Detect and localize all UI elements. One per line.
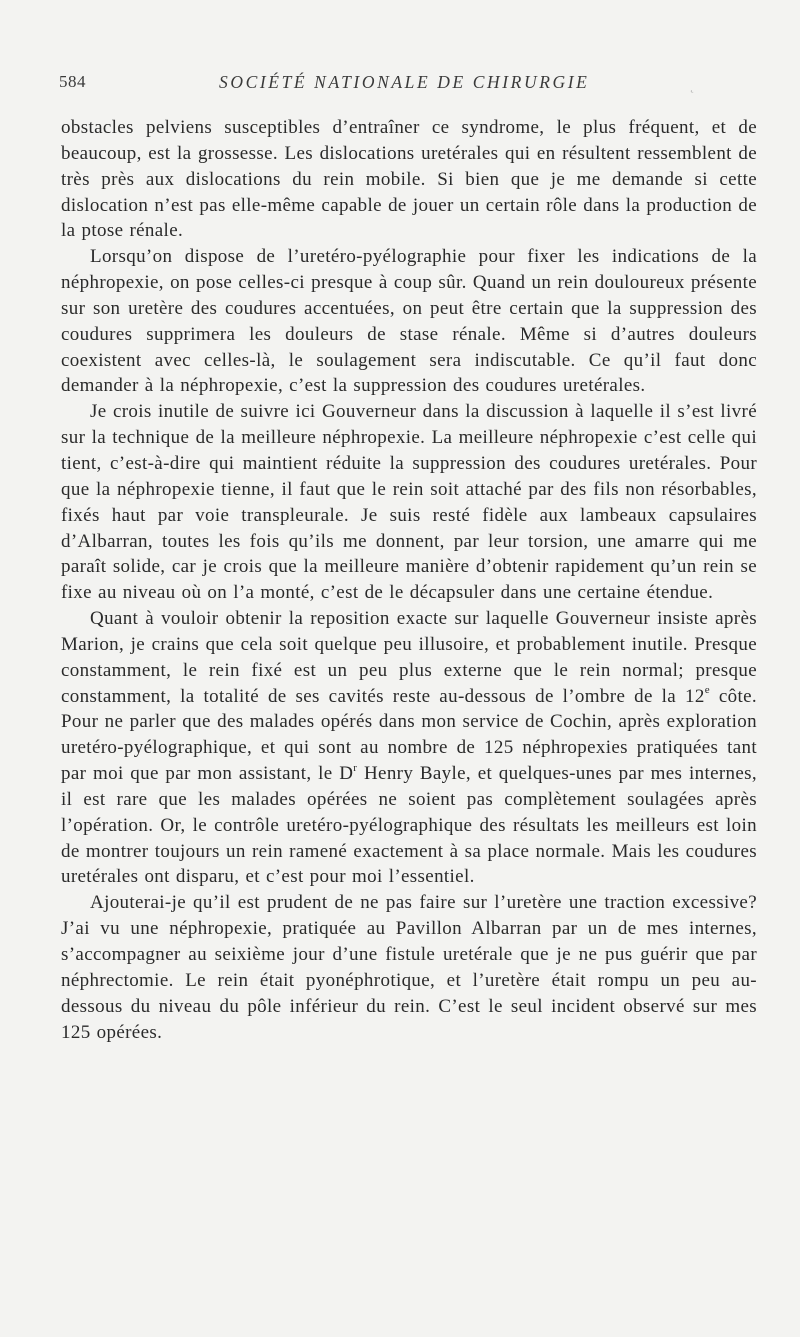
page-number: 584: [59, 72, 86, 91]
print-speck: ˛: [690, 78, 695, 93]
paragraph-4-part-1: Quant à vouloir obtenir la reposition exacte sur laquelle Gouverneur insiste après Marion, je crains que cela soit quelque peu illusoire, et probablement inutile. Presque constamment, le rein fixé est un peu plus externe que le rein normal; presque constamment, la totalité de ses cavités reste au-dessous de l’ombre de la 12: [61, 608, 757, 707]
paragraph-4-part-3: Henry Bayle, et quelques-unes par mes internes, il est rare que les malades opérées ne soient pas complètement soulagées après l’opération. Or, le contrôle uretéro-pyélographique des résultats les meilleurs est loin de montrer toujours un rein ramené exactement à sa place normale. Mais les coudures uretérales ont disparu, et c’est pour moi l’essentiel.: [61, 763, 758, 888]
paragraph-4: [61, 606, 757, 890]
superscript-title: r: [353, 761, 358, 774]
paragraph-4-part-2: côte. Pour ne parler que des malades opérés dans mon service de Cochin, après exploration uretéro-pyélographique, et qui sont au nombre de 125 néphropexies pratiquées tant par moi que par mon assistant, le D: [61, 685, 757, 785]
superscript-ordinal: e: [704, 684, 710, 697]
paragraph-5: Ajouterai-je qu’il est prudent de ne pas faire sur l’uretère une traction excessive? J’ai vu une néphropexie, pratiquée au Pavillon Albarran par un de mes internes, s’accompagner au seixième jour d’une fistule uretérale que je ne pus guérir que par néphrectomie. Le rein était pyonéphrotique, et l’uretère était rompu un peu au-dessous du niveau du pôle inférieur du rein. C’est le seul incident observé sur mes 125 opérées.: [61, 892, 757, 1043]
paragraph-2: Lorsqu’on dispose de l’uretéro-pyélographie pour fixer les indications de la néphropexie, on pose celles-ci presque à coup sûr. Quand un rein douloureux présente sur son uretère des coudures accentuées, on peut être certain que la suppression des coudures supprimera les douleurs de stase rénale. Même si d’autres douleurs coexistent avec celles-là, le soulagement sera indiscutable. Ce qu’il faut donc demander à la néphropexie, c’est la suppression des coudures uretérales.: [61, 246, 757, 397]
page-header: [59, 72, 759, 96]
body-text: [61, 115, 757, 1045]
paragraph-1: obstacles pelviens susceptibles d’entraîner ce syndrome, le plus fréquent, et de beaucoup, est la grossesse. Les dislocations uretérales qui en résultent ressemblent de très près aux dislocations du rein mobile. Si bien que je me demande si cette dislocation n’est pas elle-même capable de jouer un certain rôle dans la production de la ptose rénale.: [61, 117, 757, 242]
paragraph-3: Je crois inutile de suivre ici Gouverneur dans la discussion à laquelle il s’est livré sur la technique de la meilleure néphropexie. La meilleure néphropexie c’est celle qui tient, c’est-à-dire qui maintient réduite la suppression des coudures uretérales. Pour que la néphropexie tienne, il faut que le rein soit attaché par des fils non résorbables, fixés haut par voie transpleurale. Je suis resté fidèle aux lambeaux capsulaires d’Albarran, toutes les fois qu’ils me donnent, par leur torsion, une amarre qui me paraît solide, car je crois que la meilleure manière d’obtenir rapidement qu’un rein se fixe au niveau où on l’a monté, c’est de le décapsuler dans une certaine étendue.: [61, 401, 757, 604]
running-title: SOCIÉTÉ NATIONALE DE CHIRURGIE: [219, 72, 590, 92]
